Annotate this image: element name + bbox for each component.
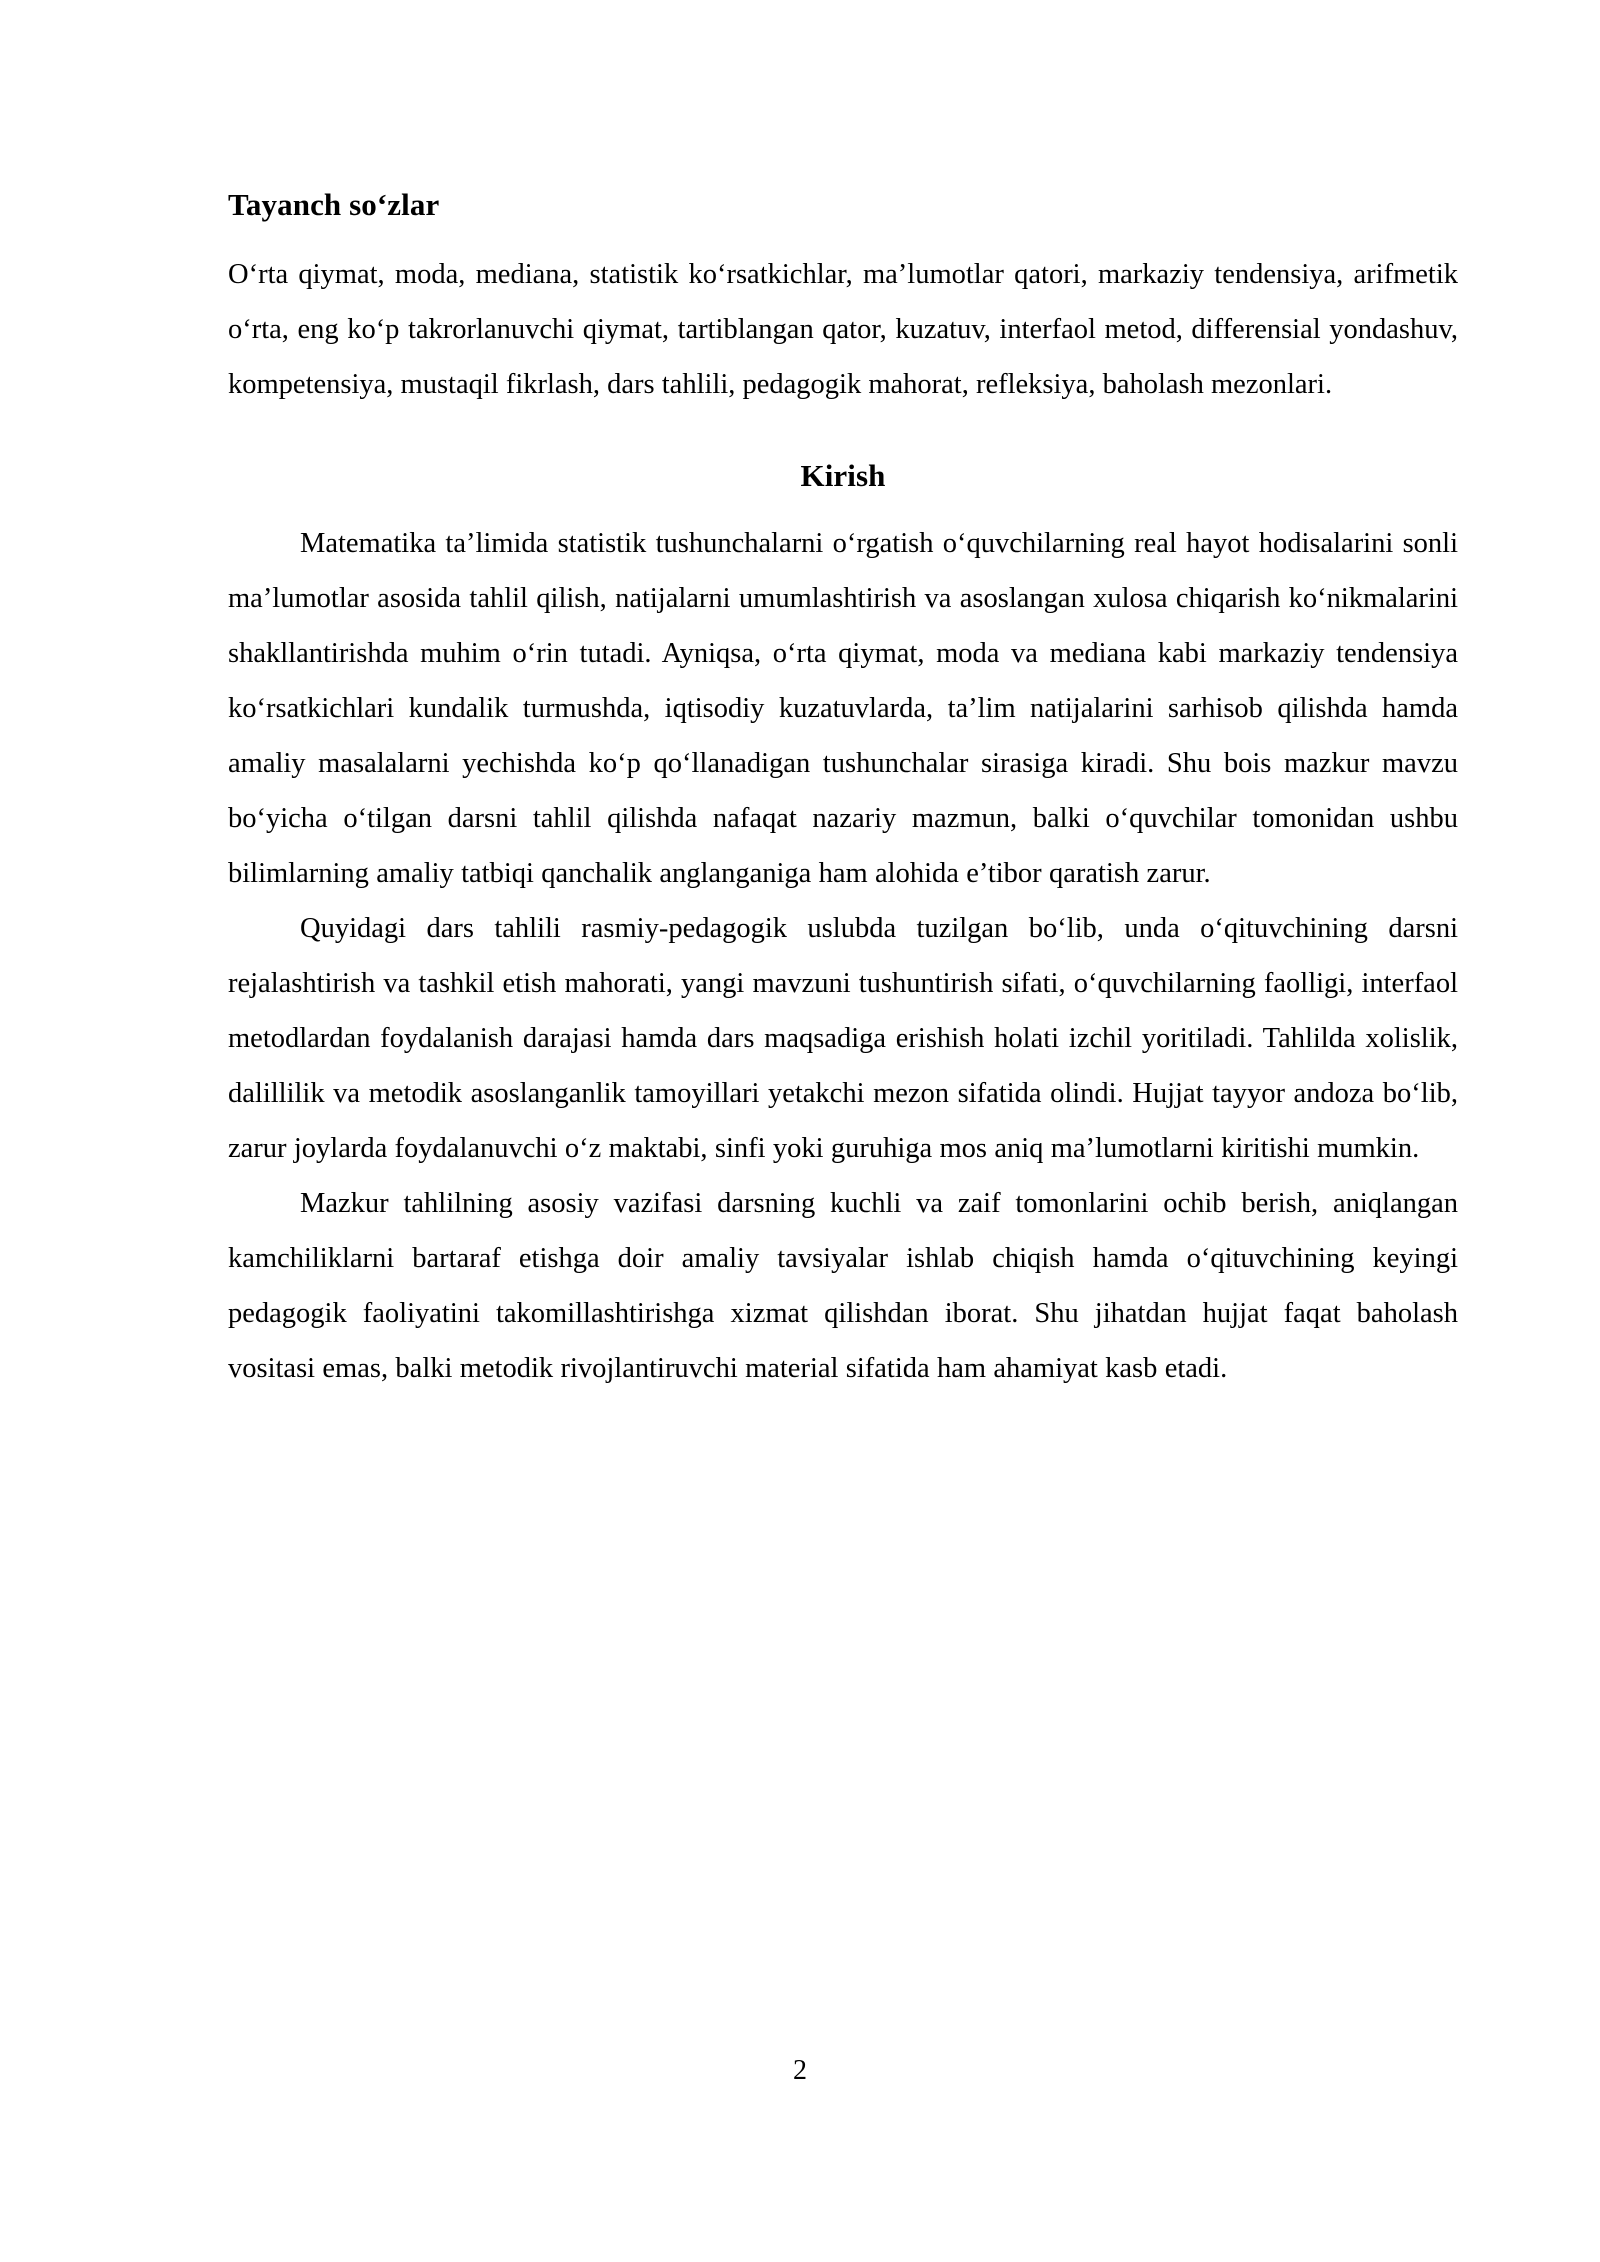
intro-paragraph-1: Matematika ta’limida statistik tushunchalarni o‘rgatish o‘quvchilarning real hayot hodisalarini sonli ma’lumotlar asosida tahlil qilish, natijalarni umumlashtirish va asoslangan xulosa chiqarish ko‘nikmalarini shakllantirishda muhim o‘rin tutadi. Ayniqsa, o‘rta qiymat, moda va mediana kabi markaziy tendensiya ko‘rsatkichlari kundalik turmushda, iqtisodiy kuzatuvlarda, ta’lim natijalarini sarhisob qilishda hamda amaliy masalalarni yechishda ko‘p qo‘llanadigan tushunchalar sirasiga kiradi. Shu bois mazkur mavzu bo‘yicha o‘tilgan darsni tahlil qilishda nafaqat nazariy mazmun, balki o‘quvchilar tomonidan ushbu bilimlarning amaliy tatbiqi qanchalik anglanganiga ham alohida e’tibor qaratish zarur. xyxy=(228,528,1458,890)
page-number: 2 xyxy=(793,2055,807,2086)
keywords-heading: Tayanch so‘zlar xyxy=(228,187,440,222)
intro-heading: Kirish xyxy=(800,457,886,493)
intro-paragraph-3: Mazkur tahlilning asosiy vazifasi darsning kuchli va zaif tomonlarini ochib berish, aniqlangan kamchiliklarni bartaraf etishga doir amaliy tavsiyalar ishlab chiqish hamda o‘qituvchining keyingi pedagogik faoliyatini takomillashtirishga xizmat qilishdan iborat. Shu jihatdan hujjat faqat baholash vositasi emas, balki metodik rivojlantiruvchi material sifatida ham ahamiyat kasb etadi. xyxy=(228,1188,1458,1385)
keywords-paragraph: O‘rta qiymat, moda, mediana, statistik ko‘rsatkichlar, ma’lumotlar qatori, markaziy tendensiya, arifmetik o‘rta, eng ko‘p takrorlanuvchi qiymat, tartiblangan qator, kuzatuv, interfaol metod, differensial yondashuv, kompetensiya, mustaqil fikrlash, dars tahlili, pedagogik mahorat, refleksiya, baholash mezonlari. xyxy=(228,258,1458,400)
intro-paragraph-2: Quyidagi dars tahlili rasmiy-pedagogik uslubda tuzilgan bo‘lib, unda o‘qituvchining darsni rejalashtirish va tashkil etish mahorati, yangi mavzuni tushuntirish sifati, o‘quvchilarning faolligi, interfaol metodlardan foydalanish darajasi hamda dars maqsadiga erishish holati izchil yoritiladi. Tahlilda xolislik, dalillilik va metodik asoslanganlik tamoyillari yetakchi mezon sifatida olindi. Hujjat tayyor andoza bo‘lib, zarur joylarda foydalanuvchi o‘z maktabi, sinfi yoki guruhiga mos aniq ma’lumotlarni kiritishi mumkin. xyxy=(228,913,1458,1165)
page-content xyxy=(228,186,1458,1396)
